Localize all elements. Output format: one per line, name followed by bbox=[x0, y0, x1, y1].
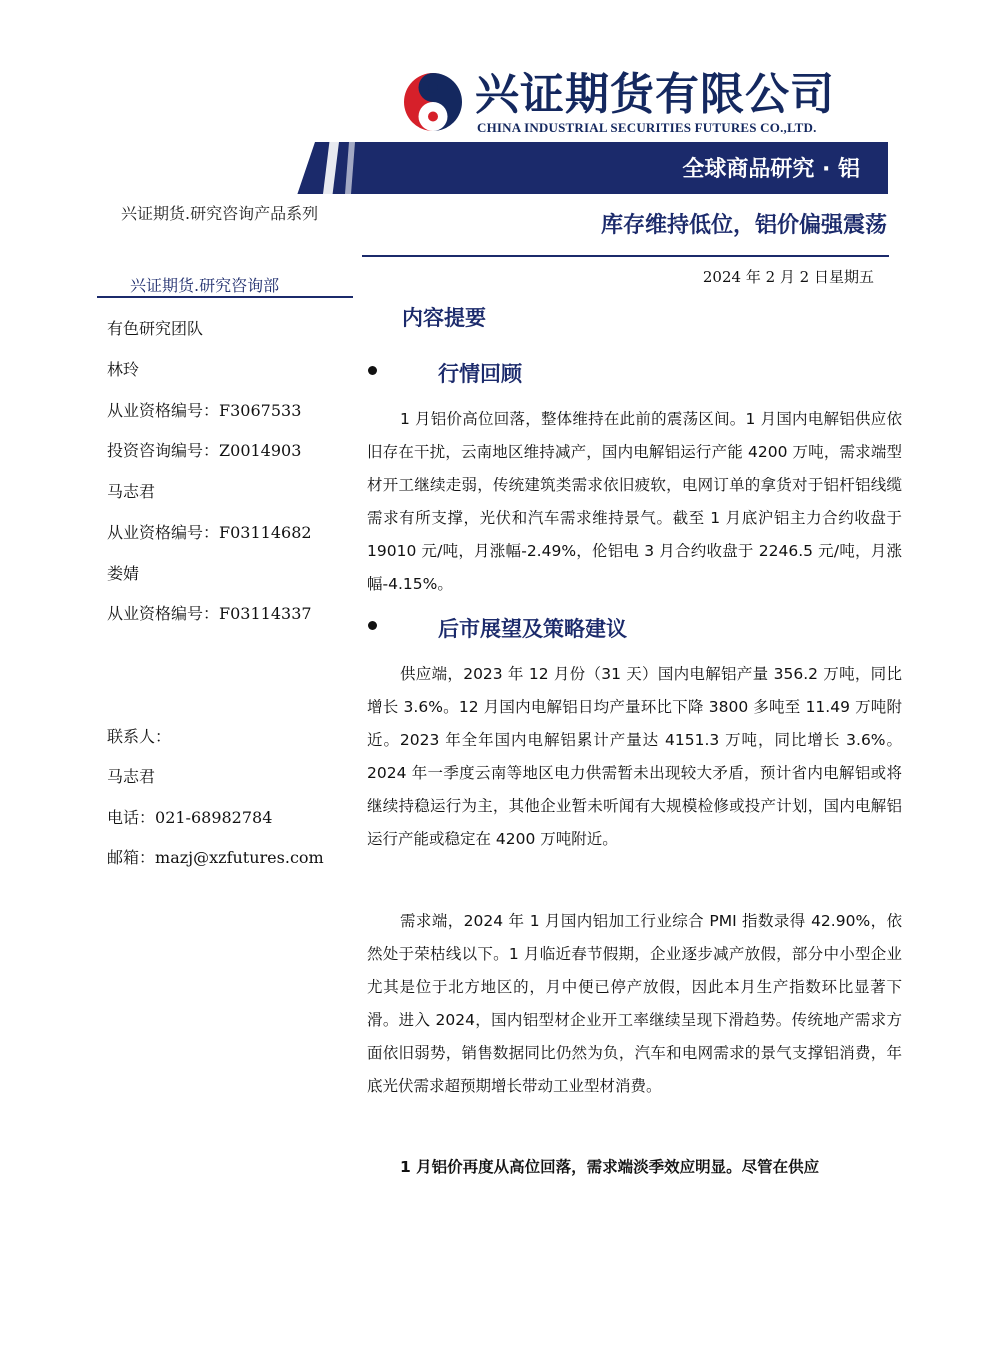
company-name-cn: 兴证期货有限公司 bbox=[475, 69, 835, 120]
paragraph: 需求端，2024 年 1 月国内铝加工行业综合 PMI 指数录得 42.90%，依然处于荣枯线以下。1 月临近春节假期，企业逐步减产放假，部分中小型企业尤其是位于北方地区的，月中便已停产放假，因此本月生产指数环比显著下滑。进入 2024，国内铝型材企业开工率继续呈现下滑趋势。传统地产需求方面依旧弱势，销售数据同比仍然为负，汽车和电网需求的景气支撑铝消费，年底光伏需求超预期增长带动工业型材消费。 bbox=[367, 912, 902, 1095]
section-title: 行情回顾 bbox=[438, 362, 522, 386]
department-label: 兴证期货.研究咨询部 bbox=[130, 276, 280, 295]
banner-title: 全球商品研究 · 铝 bbox=[682, 157, 860, 182]
license-number: 从业资格编号：F3067533 bbox=[107, 401, 302, 420]
report-date: 2024 年 2 月 2 日星期五 bbox=[702, 268, 874, 286]
license-number: 从业资格编号：F03114682 bbox=[107, 523, 312, 542]
analyst-name: 娄婧 bbox=[107, 564, 140, 583]
contact-label: 联系人： bbox=[107, 727, 172, 746]
analyst-name: 林玲 bbox=[107, 360, 140, 379]
contact-name: 马志君 bbox=[107, 767, 156, 786]
series-label: 兴证期货.研究咨询产品系列 bbox=[121, 204, 319, 223]
paragraph: 1 月铝价高位回落，整体维持在此前的震荡区间。1 月国内电解铝供应依旧存在干扰，云南地区维持减产，国内电解铝运行产能 4200 万吨，需求端型材开工继续走弱，传统建筑类需求依旧疲软，电网订单的拿货对于铝杆铝线缆需求有所支撑，光伏和汽车需求维持景气。截至 1 月底沪铝主力合约收盘于 19010 元/吨，月涨幅-2.49%，伦铝电 3 月合约收盘于 2246.5 元/吨，月涨幅-4.15%。 bbox=[367, 410, 902, 593]
paragraph-bold: 1 月铝价再度从高位回落，需求端淡季效应明显。尽管在供应 bbox=[400, 1158, 820, 1176]
license-number: 从业资格编号：F03114337 bbox=[107, 604, 312, 623]
contact-email[interactable]: 邮箱：mazj@xzfutures.com bbox=[107, 848, 324, 867]
team-name: 有色研究团队 bbox=[107, 319, 204, 338]
section-banner bbox=[95, 142, 888, 194]
analyst-name: 马志君 bbox=[107, 482, 156, 501]
consulting-number: 投资咨询编号：Z0014903 bbox=[107, 441, 302, 460]
bullet-icon bbox=[368, 366, 377, 375]
section-title: 后市展望及策略建议 bbox=[438, 617, 627, 641]
bullet-icon bbox=[368, 621, 377, 630]
divider bbox=[97, 296, 353, 298]
report-headline: 库存维持低位，铝价偏强震荡 bbox=[600, 213, 887, 238]
summary-title: 内容提要 bbox=[402, 306, 486, 330]
contact-phone: 电话：021-68982784 bbox=[107, 808, 273, 827]
paragraph: 供应端，2023 年 12 月份（31 天）国内电解铝产量 356.2 万吨，同比增长 3.6%。12 月国内电解铝日均产量环比下降 3800 多吨至 11.49 万吨附近。2023 年全年国内电解铝累计产量达 4151.3 万吨，同比增长 3.6%。2024 年一季度云南等地区电力供需暂未出现较大矛盾，预计省内电解铝或将继续持稳运行为主，其他企业暂未听闻有大规模检修或投产计划，国内电解铝运行产能或稳定在 4200 万吨附近。 bbox=[367, 665, 902, 848]
company-logo bbox=[403, 70, 873, 140]
divider bbox=[362, 255, 889, 257]
company-name-en: CHINA INDUSTRIAL SECURITIES FUTURES CO.,LTD. bbox=[477, 120, 817, 135]
company-logo-icon bbox=[403, 72, 463, 132]
